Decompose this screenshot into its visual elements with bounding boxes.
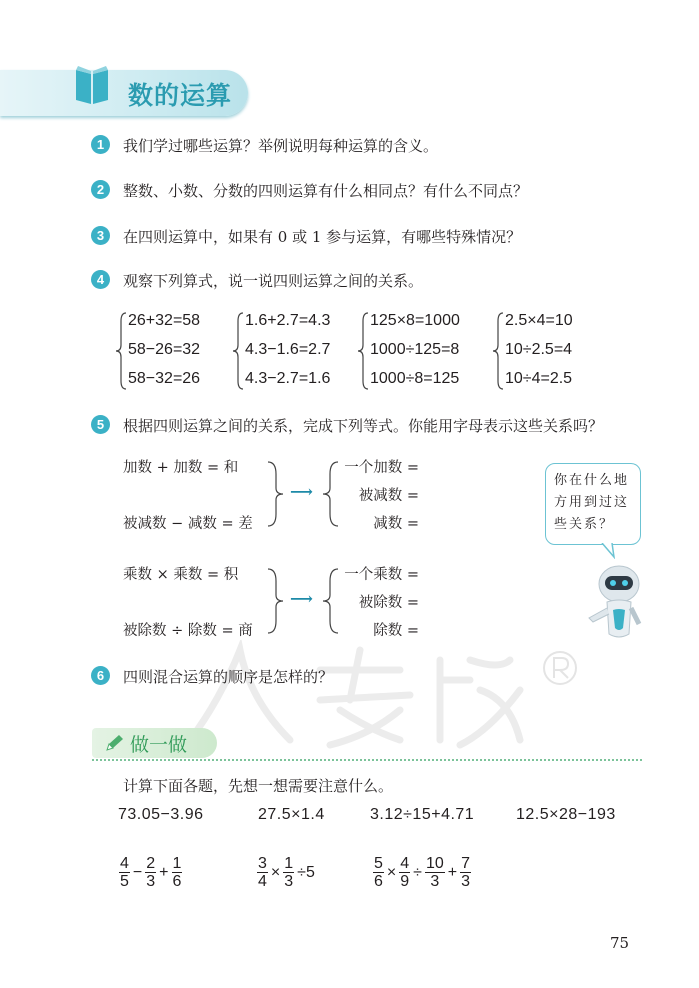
question-text: 整数、小数、分数的四则运算有什么相同点？有什么不同点？ bbox=[123, 182, 529, 200]
numerator: 1 bbox=[284, 855, 294, 872]
relation-left: 加数 + 加数 = 和 bbox=[123, 460, 239, 476]
numerator: 3 bbox=[258, 855, 267, 872]
bubble-line: 方用到过这 bbox=[554, 495, 630, 510]
dotted-divider bbox=[92, 759, 642, 761]
operator: ÷ bbox=[413, 863, 422, 881]
question-number: 3 bbox=[91, 226, 110, 245]
denominator: 6 bbox=[172, 873, 182, 890]
practice-instruction: 计算下面各题，先想一想需要注意什么。 bbox=[123, 777, 394, 795]
question-text: 四则混合运算的顺序是怎样的？ bbox=[123, 668, 334, 686]
fraction-expression bbox=[256, 855, 317, 890]
denominator: 5 bbox=[120, 873, 129, 890]
fraction bbox=[172, 855, 183, 890]
question-text: 根据四则运算之间的关系，完成下列等式。你能用字母表示这些关系吗？ bbox=[123, 417, 604, 435]
fraction bbox=[145, 855, 156, 890]
fraction-expression bbox=[372, 855, 472, 890]
relation-right: 被除数 = bbox=[358, 595, 419, 611]
right-brace bbox=[266, 567, 286, 635]
numerator: 4 bbox=[120, 855, 129, 872]
operator: × bbox=[386, 863, 397, 881]
question-text: 我们学过哪些运算？举例说明每种运算的含义。 bbox=[123, 137, 439, 155]
fraction bbox=[460, 855, 471, 890]
numerator: 5 bbox=[374, 855, 383, 872]
page-number: 75 bbox=[610, 934, 630, 952]
calc-expression: 27.5×1.4 bbox=[258, 806, 325, 823]
question-text: 在四则运算中，如果有 0 或 1 参与运算，有哪些特殊情况？ bbox=[123, 228, 522, 246]
equation: 1000÷8=125 bbox=[370, 370, 460, 387]
bubble-line: 你在什么地 bbox=[554, 473, 630, 488]
denominator: 9 bbox=[400, 873, 410, 890]
left-brace bbox=[491, 311, 505, 391]
pencil-icon bbox=[104, 733, 126, 753]
numerator: 1 bbox=[172, 855, 182, 872]
equation: 2.5×4=10 bbox=[505, 312, 573, 329]
question-number: 4 bbox=[91, 270, 110, 289]
book-icon bbox=[74, 64, 110, 108]
fraction bbox=[283, 855, 294, 890]
equation: 125×8=1000 bbox=[370, 312, 460, 329]
relation-right: 一个乘数 = bbox=[344, 567, 419, 583]
equation: 1.6+2.7=4.3 bbox=[245, 312, 331, 329]
equation: 10÷2.5=4 bbox=[505, 341, 573, 358]
left-brace bbox=[114, 311, 128, 391]
equation: 4.3−2.7=1.6 bbox=[245, 370, 331, 387]
fraction bbox=[119, 855, 130, 890]
denominator: 3 bbox=[461, 873, 470, 890]
relation-left: 乘数 × 乘数 = 积 bbox=[123, 567, 239, 583]
left-brace bbox=[231, 311, 245, 391]
numerator: 4 bbox=[400, 855, 410, 872]
denominator: 4 bbox=[258, 873, 267, 890]
speech-bubble bbox=[545, 463, 641, 545]
denominator: 6 bbox=[374, 873, 383, 890]
operator: × bbox=[270, 863, 281, 881]
practice-title: 做一做 bbox=[130, 734, 188, 756]
numerator: 10 bbox=[425, 855, 444, 872]
left-brace bbox=[356, 311, 370, 391]
bubble-line: 些关系？ bbox=[554, 517, 615, 532]
numerator: 7 bbox=[461, 855, 470, 872]
fraction bbox=[425, 855, 445, 890]
calc-expression: 12.5×28−193 bbox=[516, 806, 616, 823]
operator: ÷5 bbox=[297, 863, 315, 881]
fraction bbox=[399, 855, 410, 890]
relation-left: 被减数 − 减数 = 差 bbox=[123, 516, 253, 532]
operator: − bbox=[132, 863, 143, 881]
right-brace bbox=[266, 460, 286, 528]
equation: 4.3−1.6=2.7 bbox=[245, 341, 331, 358]
question-number: 1 bbox=[91, 135, 110, 154]
equation-group bbox=[128, 306, 200, 393]
equation: 1000÷125=8 bbox=[370, 341, 460, 358]
fraction bbox=[257, 855, 268, 890]
equation: 10÷4=2.5 bbox=[505, 370, 573, 387]
question-number: 6 bbox=[91, 666, 110, 685]
relation-right: 一个加数 = bbox=[344, 460, 419, 476]
equation-group bbox=[370, 306, 460, 393]
arrow-right-icon: ⟶ bbox=[290, 589, 313, 608]
calc-expression: 3.12÷15+4.71 bbox=[370, 806, 475, 823]
denominator: 3 bbox=[146, 873, 156, 890]
bubble-tail bbox=[600, 543, 620, 559]
fraction-expression bbox=[118, 855, 183, 890]
arrow-right-icon: ⟶ bbox=[290, 482, 313, 501]
question-number: 5 bbox=[91, 415, 110, 434]
watermark bbox=[170, 640, 610, 750]
numerator: 2 bbox=[146, 855, 156, 872]
calc-expression: 73.05−3.96 bbox=[118, 806, 204, 823]
equation: 58−32=26 bbox=[128, 370, 201, 387]
operator: + bbox=[159, 863, 169, 881]
equation-group bbox=[245, 306, 330, 393]
relation-left: 被除数 ÷ 除数 = 商 bbox=[123, 623, 253, 639]
relation-right: 被减数 = bbox=[358, 488, 419, 504]
operator: + bbox=[447, 863, 458, 881]
equation: 58−26=32 bbox=[128, 341, 201, 358]
equation: 26+32=58 bbox=[128, 312, 201, 329]
left-brace bbox=[320, 567, 340, 635]
page-title: 数的运算 bbox=[128, 81, 233, 110]
fraction bbox=[373, 855, 384, 890]
denominator: 3 bbox=[430, 873, 440, 890]
equation-group bbox=[505, 306, 573, 393]
robot-icon bbox=[585, 562, 650, 642]
relation-right: 除数 = bbox=[373, 623, 419, 639]
denominator: 3 bbox=[284, 873, 294, 890]
question-text: 观察下列算式，说一说四则运算之间的关系。 bbox=[123, 272, 424, 290]
question-number: 2 bbox=[91, 180, 110, 199]
relation-right: 减数 = bbox=[373, 516, 419, 532]
left-brace bbox=[320, 460, 340, 528]
